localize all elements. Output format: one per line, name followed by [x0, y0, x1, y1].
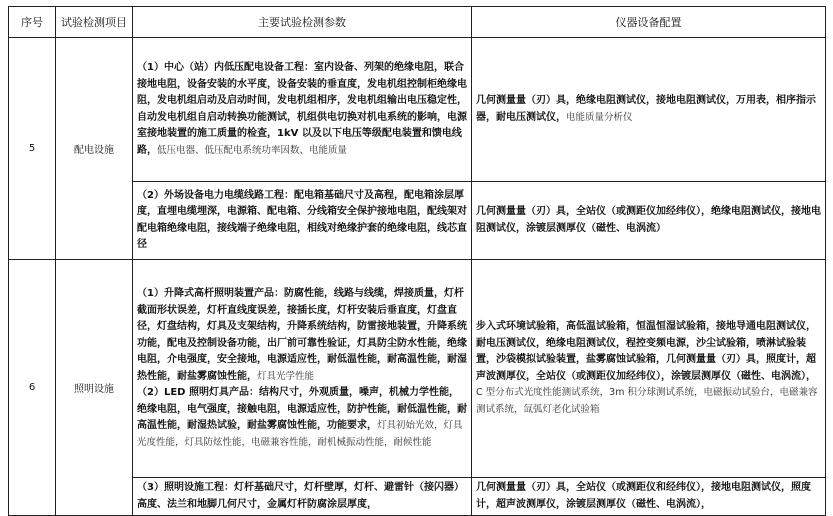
row-item: 照明设施 — [56, 260, 133, 516]
row-seq: 5 — [9, 38, 56, 260]
params-cell — [133, 182, 472, 260]
table-header-row — [9, 7, 826, 38]
equipment-note: 电能质量分析仪 — [566, 111, 633, 123]
row-seq: 6 — [9, 260, 56, 516]
equipment-cell — [472, 182, 826, 260]
header-item: 试验检测项目 — [56, 7, 133, 38]
equipment-note: C 型分布式光度性能测试系统，3m 积分球测试系统，电磁振动试验台，电磁兼容测试系统，氙弧灯老化试验箱 — [476, 387, 818, 415]
params-text: （2）外场设备电力电缆线路工程：配电箱基础尺寸及高程，配电箱涂层厚度，直埋电缆埋深，电源箱、配电箱、分线箱安全保护接地电阻，配线架对配电箱绝缘电阻，接线端子绝缘电阻，相线对绝缘护套的绝缘电阻，线芯直径 — [137, 189, 467, 250]
table-row — [9, 260, 826, 478]
params-cell — [133, 260, 472, 478]
equipment-text: 步入式环境试验箱，高低温试验箱，恒温恒湿试验箱，接地导通电阻测试仪，耐电压测试仪，绝缘电阻测试仪，程控变频电源，沙尘试验箱，喷淋试验装置，沙袋模拟试验装置，盐雾腐蚀试验箱，几何测量量（刃）具，照度计，超声波测厚仪，全站仪（或测距仪加经纬仪），涂镀层测厚仪（磁性、电涡流）， — [476, 321, 816, 382]
params-text: （1）升降式高杆照明装置产品：防腐性能，线路与线缆，焊接质量，灯杆截面形状误差，灯杆直线度误差，接插长度，灯杆安装后垂直度，灯盘直径，灯盘结构，灯具及支架结构，升降系统结构，防雷接地装置，升降系统功能，配电及控制设备功能，出厂前可靠性验证，灯具防尘防水性能，绝缘电阻，介电强度，安全接地，电源适应性，耐低温性能，耐高温性能，耐湿热性能，耐盐雾腐蚀性能， — [137, 288, 467, 382]
equipment-text: 几何测量量（刃）具，全站仪（或测距仪和经纬仪），接地电阻测试仪，照度计，超声波测厚仪，涂镀层测厚仪（磁性、电涡流）， — [476, 482, 811, 510]
params-note: 低压电器、低压配电系统功率因数、电能质量 — [157, 144, 348, 156]
row-item: 配电设施 — [56, 38, 133, 260]
params-note: 灯具光学性能 — [257, 370, 315, 382]
equipment-cell — [472, 260, 826, 478]
params-text: （1）中心（站）内低压配电设备工程：室内设备、列架的绝缘电阻，联合接地电阻，设备安装的水平度，设备安装的垂直度，发电机组控制柜绝缘电阻，发电机组启动及启动时间，发电机组相序，发电机组输出电压稳定性，自动发电机组自启动转换功能测试，机组供电切换对机电系统的影响，电源室接地装置的施工质量的检查，1kV 以及以下电压等级配电装置和馈电线路， — [137, 62, 467, 156]
header-params: 主要试验检测参数 — [133, 7, 472, 38]
equipment-text: 几何测量量（刃）具，全站仪（或测距仪加经纬仪），绝缘电阻测试仪，接地电阻测试仪，涂镀层测厚仪（磁性、电涡流） — [476, 206, 821, 234]
header-equipment: 仪器设备配置 — [472, 7, 826, 38]
test-parameter-table — [8, 6, 826, 516]
params-note: 灯具初始光效，灯具光度性能，灯具防炫性能，电磁兼容性能，耐机械振动性能，耐候性能 — [137, 420, 463, 448]
table-row — [9, 38, 826, 182]
equipment-cell — [472, 478, 826, 516]
params-text: （2）LED 照明灯具产品：结构尺寸，外观质量，噪声，机械力学性能，绝缘电阻，电气强度，接触电阻，电源适应性，防护性能，耐低温性能，耐高温性能，耐湿热试验，耐盐雾腐蚀性能，功能要求， — [137, 387, 467, 431]
equipment-cell — [472, 38, 826, 182]
params-cell — [133, 478, 472, 516]
equipment-text: 几何测量量（刃）具，绝缘电阻测试仪，接地电阻测试仪，万用表，相序指示器，耐电压测试仪， — [476, 95, 816, 123]
params-cell — [133, 38, 472, 182]
params-text: （3）照明设施工程：灯杆基础尺寸，灯杆壁厚，灯杆、避雷针（接闪器）高度、法兰和地脚几何尺寸，金属灯杆防腐涂层厚度， — [137, 482, 464, 510]
header-seq: 序号 — [9, 7, 56, 38]
